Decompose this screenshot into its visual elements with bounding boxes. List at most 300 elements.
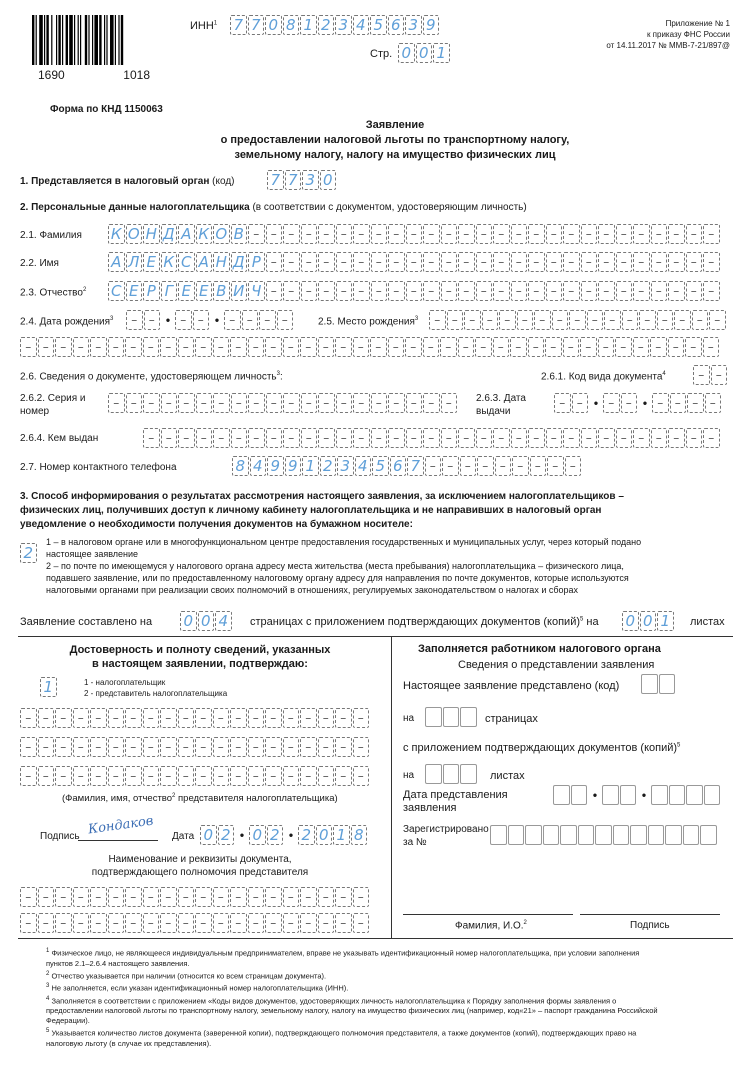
authority-doc-1[interactable] [20, 887, 370, 907]
char-cell[interactable] [213, 393, 230, 413]
char-cell[interactable] [300, 913, 317, 933]
char-cell[interactable] [90, 737, 107, 757]
char-cell[interactable] [703, 428, 720, 448]
char-cell[interactable] [669, 785, 686, 805]
char-cell[interactable] [277, 310, 294, 330]
char-cell[interactable] [318, 887, 335, 907]
char-cell[interactable] [581, 281, 598, 301]
char-cell[interactable] [648, 825, 665, 845]
representative-name-3[interactable] [20, 766, 370, 786]
char-cell[interactable] [475, 337, 492, 357]
char-cell[interactable] [231, 393, 248, 413]
char-cell[interactable] [353, 913, 370, 933]
char-cell[interactable] [283, 224, 300, 244]
char-cell[interactable] [160, 913, 177, 933]
char-cell[interactable] [259, 310, 276, 330]
char-cell[interactable] [425, 456, 442, 476]
char-cell[interactable] [283, 337, 300, 357]
char-cell[interactable] [705, 393, 722, 413]
char-cell[interactable]: А [108, 252, 125, 272]
char-cell[interactable] [20, 737, 37, 757]
char-cell[interactable]: А [178, 224, 195, 244]
char-cell[interactable] [266, 281, 283, 301]
char-cell[interactable] [371, 428, 388, 448]
char-cell[interactable] [318, 224, 335, 244]
char-cell[interactable] [650, 337, 667, 357]
char-cell[interactable] [651, 281, 668, 301]
char-cell[interactable] [674, 310, 691, 330]
char-cell[interactable] [543, 825, 560, 845]
char-cell[interactable] [318, 428, 335, 448]
char-cell[interactable] [510, 337, 527, 357]
char-cell[interactable] [493, 252, 510, 272]
char-cell[interactable] [55, 766, 72, 786]
char-cell[interactable] [143, 337, 160, 357]
char-cell[interactable] [224, 310, 241, 330]
inn-field[interactable] [230, 15, 440, 35]
char-cell[interactable] [73, 708, 90, 728]
char-cell[interactable] [283, 428, 300, 448]
char-cell[interactable]: 8 [351, 825, 368, 845]
char-cell[interactable] [687, 393, 704, 413]
char-cell[interactable] [563, 224, 580, 244]
char-cell[interactable] [587, 310, 604, 330]
char-cell[interactable] [615, 337, 632, 357]
char-cell[interactable]: 1 [433, 43, 450, 63]
char-cell[interactable] [552, 310, 569, 330]
char-cell[interactable]: Е [178, 281, 195, 301]
char-cell[interactable] [353, 766, 370, 786]
char-cell[interactable] [370, 337, 387, 357]
char-cell[interactable]: К [196, 224, 213, 244]
char-cell[interactable] [616, 281, 633, 301]
char-cell[interactable]: 0 [320, 170, 337, 190]
char-cell[interactable] [668, 337, 685, 357]
char-cell[interactable] [493, 428, 510, 448]
char-cell[interactable] [335, 737, 352, 757]
char-cell[interactable]: Д [161, 224, 178, 244]
char-cell[interactable] [703, 252, 720, 272]
char-cell[interactable] [230, 766, 247, 786]
char-cell[interactable]: А [196, 252, 213, 272]
char-cell[interactable] [388, 428, 405, 448]
char-cell[interactable] [353, 224, 370, 244]
char-cell[interactable]: Н [213, 252, 230, 272]
char-cell[interactable] [283, 887, 300, 907]
char-cell[interactable] [517, 310, 534, 330]
char-cell[interactable]: 4 [353, 15, 370, 35]
char-cell[interactable]: Н [143, 224, 160, 244]
char-cell[interactable] [651, 428, 668, 448]
char-cell[interactable] [178, 337, 195, 357]
char-cell[interactable] [554, 393, 571, 413]
char-cell[interactable] [476, 224, 493, 244]
char-cell[interactable] [686, 281, 703, 301]
series-number-field[interactable] [108, 393, 458, 413]
char-cell[interactable] [440, 337, 457, 357]
char-cell[interactable] [528, 428, 545, 448]
char-cell[interactable] [336, 281, 353, 301]
firstname-field[interactable] [108, 252, 721, 272]
char-cell[interactable] [160, 708, 177, 728]
char-cell[interactable] [265, 337, 282, 357]
char-cell[interactable]: 8 [283, 15, 300, 35]
char-cell[interactable] [301, 281, 318, 301]
presented-code-field[interactable] [641, 674, 676, 694]
char-cell[interactable] [458, 281, 475, 301]
char-cell[interactable] [443, 707, 460, 727]
char-cell[interactable] [441, 281, 458, 301]
representative-name-1[interactable] [20, 708, 370, 728]
char-cell[interactable] [160, 887, 177, 907]
char-cell[interactable] [458, 252, 475, 272]
char-cell[interactable] [659, 674, 676, 694]
char-cell[interactable] [528, 337, 545, 357]
char-cell[interactable] [55, 337, 72, 357]
char-cell[interactable]: Р [143, 281, 160, 301]
char-cell[interactable] [709, 310, 726, 330]
char-cell[interactable]: 4 [250, 456, 267, 476]
char-cell[interactable] [668, 252, 685, 272]
char-cell[interactable] [711, 365, 728, 385]
char-cell[interactable] [196, 393, 213, 413]
char-cell[interactable] [38, 708, 55, 728]
char-cell[interactable] [266, 252, 283, 272]
char-cell[interactable] [490, 825, 507, 845]
char-cell[interactable] [388, 337, 405, 357]
char-cell[interactable] [20, 708, 37, 728]
char-cell[interactable] [598, 252, 615, 272]
char-cell[interactable]: С [108, 281, 125, 301]
char-cell[interactable] [668, 428, 685, 448]
char-cell[interactable] [318, 252, 335, 272]
char-cell[interactable] [668, 224, 685, 244]
char-cell[interactable] [534, 310, 551, 330]
char-cell[interactable] [571, 785, 588, 805]
char-cell[interactable]: 2 [218, 825, 235, 845]
issue-date-field[interactable] [554, 393, 722, 413]
char-cell[interactable] [318, 337, 335, 357]
char-cell[interactable] [301, 224, 318, 244]
char-cell[interactable] [283, 737, 300, 757]
char-cell[interactable] [90, 913, 107, 933]
char-cell[interactable] [476, 252, 493, 272]
char-cell[interactable] [248, 393, 265, 413]
char-cell[interactable] [335, 766, 352, 786]
char-cell[interactable]: К [108, 224, 125, 244]
char-cell[interactable] [178, 708, 195, 728]
char-cell[interactable] [73, 766, 90, 786]
char-cell[interactable]: О [126, 224, 143, 244]
char-cell[interactable] [581, 428, 598, 448]
char-cell[interactable] [248, 887, 265, 907]
signature[interactable]: Кондаков [87, 813, 155, 838]
char-cell[interactable] [560, 825, 577, 845]
char-cell[interactable] [651, 785, 668, 805]
char-cell[interactable] [318, 393, 335, 413]
char-cell[interactable]: 7 [248, 15, 265, 35]
char-cell[interactable] [528, 281, 545, 301]
char-cell[interactable] [213, 766, 230, 786]
char-cell[interactable] [598, 337, 615, 357]
char-cell[interactable] [423, 224, 440, 244]
char-cell[interactable]: 1 [300, 15, 317, 35]
char-cell[interactable]: К [161, 252, 178, 272]
char-cell[interactable] [668, 281, 685, 301]
char-cell[interactable] [639, 310, 656, 330]
char-cell[interactable] [565, 456, 582, 476]
char-cell[interactable] [336, 428, 353, 448]
char-cell[interactable] [248, 428, 265, 448]
char-cell[interactable]: С [178, 252, 195, 272]
char-cell[interactable] [38, 766, 55, 786]
char-cell[interactable] [546, 224, 563, 244]
char-cell[interactable] [160, 737, 177, 757]
char-cell[interactable] [73, 887, 90, 907]
char-cell[interactable] [371, 224, 388, 244]
char-cell[interactable] [686, 785, 703, 805]
char-cell[interactable] [563, 428, 580, 448]
char-cell[interactable] [126, 393, 143, 413]
char-cell[interactable] [195, 708, 212, 728]
char-cell[interactable] [178, 428, 195, 448]
char-cell[interactable] [458, 428, 475, 448]
char-cell[interactable] [300, 708, 317, 728]
char-cell[interactable] [371, 393, 388, 413]
char-cell[interactable]: 2 [320, 456, 337, 476]
char-cell[interactable] [108, 766, 125, 786]
char-cell[interactable] [704, 785, 721, 805]
char-cell[interactable] [458, 337, 475, 357]
char-cell[interactable]: 0 [200, 825, 217, 845]
char-cell[interactable] [572, 393, 589, 413]
char-cell[interactable] [143, 393, 160, 413]
char-cell[interactable] [283, 766, 300, 786]
char-cell[interactable]: 2 [267, 825, 284, 845]
char-cell[interactable] [692, 310, 709, 330]
char-cell[interactable]: 0 [265, 15, 282, 35]
doc-kind-field[interactable] [693, 365, 728, 385]
char-cell[interactable]: О [213, 224, 230, 244]
char-cell[interactable]: 0 [316, 825, 333, 845]
char-cell[interactable] [73, 913, 90, 933]
char-cell[interactable] [353, 281, 370, 301]
char-cell[interactable] [125, 708, 142, 728]
char-cell[interactable] [613, 825, 630, 845]
char-cell[interactable] [108, 708, 125, 728]
char-cell[interactable] [108, 337, 125, 357]
char-cell[interactable] [441, 224, 458, 244]
char-cell[interactable] [108, 887, 125, 907]
birthdate-field[interactable] [126, 310, 294, 330]
char-cell[interactable] [213, 737, 230, 757]
char-cell[interactable] [318, 766, 335, 786]
char-cell[interactable] [265, 766, 282, 786]
char-cell[interactable] [495, 456, 512, 476]
char-cell[interactable]: Е [143, 252, 160, 272]
char-cell[interactable] [508, 825, 525, 845]
char-cell[interactable] [598, 428, 615, 448]
char-cell[interactable] [242, 310, 259, 330]
char-cell[interactable]: 1 [40, 677, 57, 697]
char-cell[interactable] [547, 456, 564, 476]
char-cell[interactable] [580, 337, 597, 357]
char-cell[interactable]: 4 [355, 456, 372, 476]
char-cell[interactable] [371, 281, 388, 301]
char-cell[interactable] [476, 428, 493, 448]
char-cell[interactable] [581, 224, 598, 244]
char-cell[interactable]: 1 [657, 611, 674, 631]
char-cell[interactable] [283, 281, 300, 301]
char-cell[interactable] [616, 252, 633, 272]
char-cell[interactable] [616, 224, 633, 244]
char-cell[interactable]: 0 [398, 43, 415, 63]
char-cell[interactable] [686, 224, 703, 244]
birthplace-field-1[interactable] [429, 310, 727, 330]
char-cell[interactable] [196, 428, 213, 448]
char-cell[interactable] [641, 674, 658, 694]
char-cell[interactable] [318, 737, 335, 757]
char-cell[interactable] [318, 913, 335, 933]
char-cell[interactable] [633, 281, 650, 301]
char-cell[interactable] [336, 224, 353, 244]
char-cell[interactable] [73, 337, 90, 357]
char-cell[interactable] [55, 737, 72, 757]
char-cell[interactable] [620, 785, 637, 805]
char-cell[interactable] [283, 708, 300, 728]
char-cell[interactable] [283, 252, 300, 272]
char-cell[interactable]: 7 [267, 170, 284, 190]
char-cell[interactable] [160, 766, 177, 786]
birthplace-field-2[interactable] [20, 337, 720, 357]
char-cell[interactable] [353, 252, 370, 272]
char-cell[interactable]: 5 [370, 15, 387, 35]
char-cell[interactable] [458, 224, 475, 244]
char-cell[interactable] [546, 428, 563, 448]
char-cell[interactable]: 6 [388, 15, 405, 35]
char-cell[interactable] [248, 224, 265, 244]
char-cell[interactable] [686, 252, 703, 272]
representative-name-2[interactable] [20, 737, 370, 757]
char-cell[interactable] [353, 337, 370, 357]
char-cell[interactable] [90, 766, 107, 786]
char-cell[interactable]: 3 [335, 15, 352, 35]
char-cell[interactable] [125, 337, 142, 357]
char-cell[interactable] [300, 887, 317, 907]
char-cell[interactable] [108, 737, 125, 757]
char-cell[interactable] [213, 428, 230, 448]
char-cell[interactable] [622, 310, 639, 330]
char-cell[interactable] [353, 393, 370, 413]
char-cell[interactable]: Е [126, 281, 143, 301]
char-cell[interactable] [598, 281, 615, 301]
char-cell[interactable] [195, 337, 212, 357]
char-cell[interactable] [388, 393, 405, 413]
char-cell[interactable] [511, 252, 528, 272]
char-cell[interactable] [175, 310, 192, 330]
char-cell[interactable]: 2 [20, 543, 37, 563]
char-cell[interactable]: И [231, 281, 248, 301]
char-cell[interactable] [406, 393, 423, 413]
char-cell[interactable] [38, 913, 55, 933]
char-cell[interactable]: В [213, 281, 230, 301]
char-cell[interactable]: В [231, 224, 248, 244]
char-cell[interactable]: 0 [640, 611, 657, 631]
char-cell[interactable] [595, 825, 612, 845]
char-cell[interactable] [195, 766, 212, 786]
char-cell[interactable] [353, 428, 370, 448]
lastname-field[interactable] [108, 224, 721, 244]
char-cell[interactable] [318, 708, 335, 728]
char-cell[interactable]: 7 [230, 15, 247, 35]
char-cell[interactable] [429, 310, 446, 330]
char-cell[interactable] [616, 428, 633, 448]
tax-office-code-field[interactable] [267, 170, 337, 190]
char-cell[interactable] [388, 281, 405, 301]
char-cell[interactable] [248, 913, 265, 933]
char-cell[interactable]: 9 [423, 15, 440, 35]
char-cell[interactable]: 8 [232, 456, 249, 476]
char-cell[interactable] [633, 337, 650, 357]
char-cell[interactable] [700, 825, 717, 845]
char-cell[interactable] [144, 310, 161, 330]
char-cell[interactable] [703, 224, 720, 244]
char-cell[interactable] [477, 456, 494, 476]
char-cell[interactable] [685, 337, 702, 357]
char-cell[interactable] [546, 281, 563, 301]
char-cell[interactable] [441, 393, 458, 413]
char-cell[interactable] [230, 913, 247, 933]
char-cell[interactable]: 0 [622, 611, 639, 631]
pages-field[interactable] [180, 611, 233, 631]
char-cell[interactable] [248, 708, 265, 728]
char-cell[interactable] [460, 764, 477, 784]
char-cell[interactable] [20, 766, 37, 786]
char-cell[interactable] [73, 737, 90, 757]
char-cell[interactable] [602, 785, 619, 805]
char-cell[interactable] [125, 766, 142, 786]
char-cell[interactable] [493, 337, 510, 357]
char-cell[interactable] [581, 252, 598, 272]
char-cell[interactable] [283, 393, 300, 413]
char-cell[interactable] [525, 825, 542, 845]
char-cell[interactable] [318, 281, 335, 301]
char-cell[interactable] [563, 252, 580, 272]
char-cell[interactable] [300, 737, 317, 757]
char-cell[interactable] [499, 310, 516, 330]
char-cell[interactable]: 5 [372, 456, 389, 476]
char-cell[interactable] [493, 281, 510, 301]
char-cell[interactable] [633, 224, 650, 244]
char-cell[interactable] [511, 428, 528, 448]
char-cell[interactable] [108, 393, 125, 413]
char-cell[interactable] [476, 281, 493, 301]
char-cell[interactable] [230, 337, 247, 357]
char-cell[interactable] [406, 224, 423, 244]
office-pages-field[interactable] [425, 707, 478, 727]
char-cell[interactable] [703, 337, 720, 357]
char-cell[interactable] [55, 708, 72, 728]
char-cell[interactable] [441, 428, 458, 448]
authority-doc-2[interactable] [20, 913, 370, 933]
char-cell[interactable] [266, 224, 283, 244]
char-cell[interactable] [651, 224, 668, 244]
char-cell[interactable] [482, 310, 499, 330]
char-cell[interactable] [336, 252, 353, 272]
char-cell[interactable] [213, 887, 230, 907]
char-cell[interactable] [621, 393, 638, 413]
char-cell[interactable] [178, 766, 195, 786]
